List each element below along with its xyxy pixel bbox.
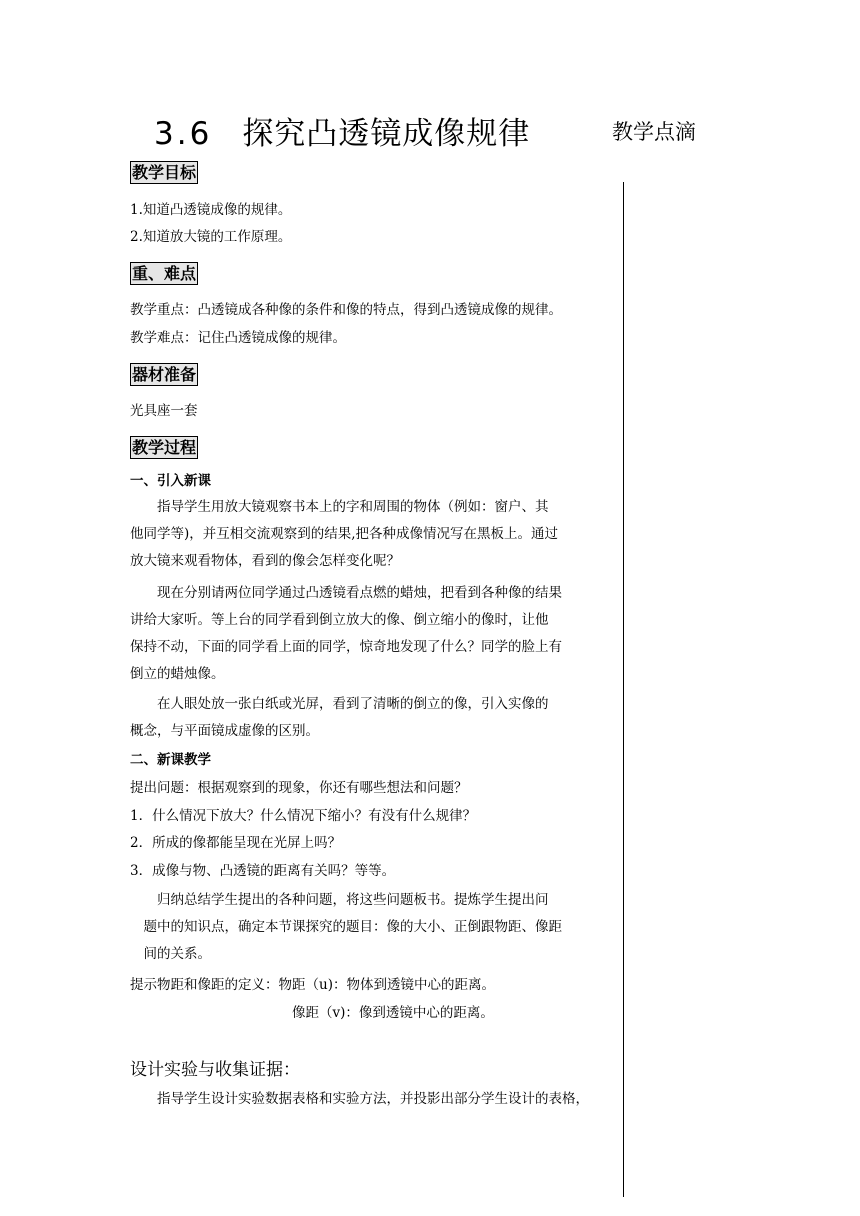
section-number: 3.6 — [154, 116, 213, 152]
objective-item-1: 1.知道凸透镜成像的规律。 — [130, 202, 292, 218]
part1-line: 保持不动，下面的同学看上面的同学，惊奇地发现了什么？同学的脸上有 — [130, 639, 562, 655]
part2-line: 提出问题：根据观察到的现象，你还有哪些想法和问题？ — [130, 780, 468, 796]
part2-line: 像距（v)：像到透镜中心的距离。 — [130, 1005, 494, 1021]
design-line: 指导学生设计实验数据表格和实验方法，并投影出部分学生设计的表格， — [130, 1091, 589, 1107]
part1-title: 一、引入新课 — [130, 473, 211, 489]
part1-line: 放大镜来观看物体，看到的像会怎样变化呢？ — [130, 553, 400, 569]
part2-line: 提示物距和像距的定义：物距（u)：物体到透镜中心的距离。 — [130, 977, 495, 993]
part1-line: 概念，与平面镜成虚像的区别。 — [130, 723, 319, 739]
key-point-focus: 教学重点：凸透镜成各种像的条件和像的特点，得到凸透镜成像的规律。 — [130, 302, 562, 318]
part2-line: 1．什么情况下放大？什么情况下缩小？有没有什么规律？ — [130, 808, 477, 824]
part1-line: 倒立的蜡烛像。 — [130, 666, 225, 682]
title-text: 探究凸透镜成像规律 — [242, 116, 531, 152]
part2-line: 2．所成的像都能呈现在光屏上吗？ — [130, 835, 342, 851]
margin-divider — [623, 182, 624, 1197]
part1-line: 指导学生用放大镜观察书本上的字和周围的物体（例如：窗户、其 — [130, 499, 549, 515]
side-note-heading: 教学点滴 — [612, 120, 696, 144]
objective-item-2: 2.知道放大镜的工作原理。 — [130, 229, 292, 245]
part2-line: 归纳总结学生提出的各种问题，将这些问题板书。提炼学生提出问 — [130, 892, 549, 908]
process-heading: 教学过程 — [132, 438, 197, 457]
part1-line: 在人眼处放一张白纸或光屏，看到了清晰的倒立的像，引入实像的 — [130, 696, 549, 712]
part2-line: 间的关系。 — [130, 946, 211, 962]
objectives-heading: 教学目标 — [132, 163, 197, 182]
key-point-difficulty: 教学难点：记住凸透镜成像的规律。 — [130, 330, 346, 346]
part2-line: 题中的知识点，确定本节课探究的题目：像的大小、正倒跟物距、像距 — [130, 919, 562, 935]
part1-line: 讲给大家听。等上台的同学看到倒立放大的像、倒立缩小的像时，让他 — [130, 612, 549, 628]
part1-line: 现在分别请两位同学通过凸透镜看点燃的蜡烛，把看到各种像的结果 — [130, 585, 562, 601]
part1-line: 他同学等)，并互相交流观察到的结果,把各种成像情况写在黑板上。通过 — [130, 526, 559, 542]
part2-title: 二、新课教学 — [130, 752, 211, 768]
materials-item: 光具座一套 — [130, 403, 198, 419]
part2-line: 3．成像与物、凸透镜的距离有关吗？等等。 — [130, 863, 396, 879]
materials-heading: 器材准备 — [132, 365, 197, 384]
page-title — [154, 108, 530, 153]
key-points-heading: 重、难点 — [132, 264, 197, 283]
design-title: 设计实验与收集证据： — [130, 1060, 300, 1080]
